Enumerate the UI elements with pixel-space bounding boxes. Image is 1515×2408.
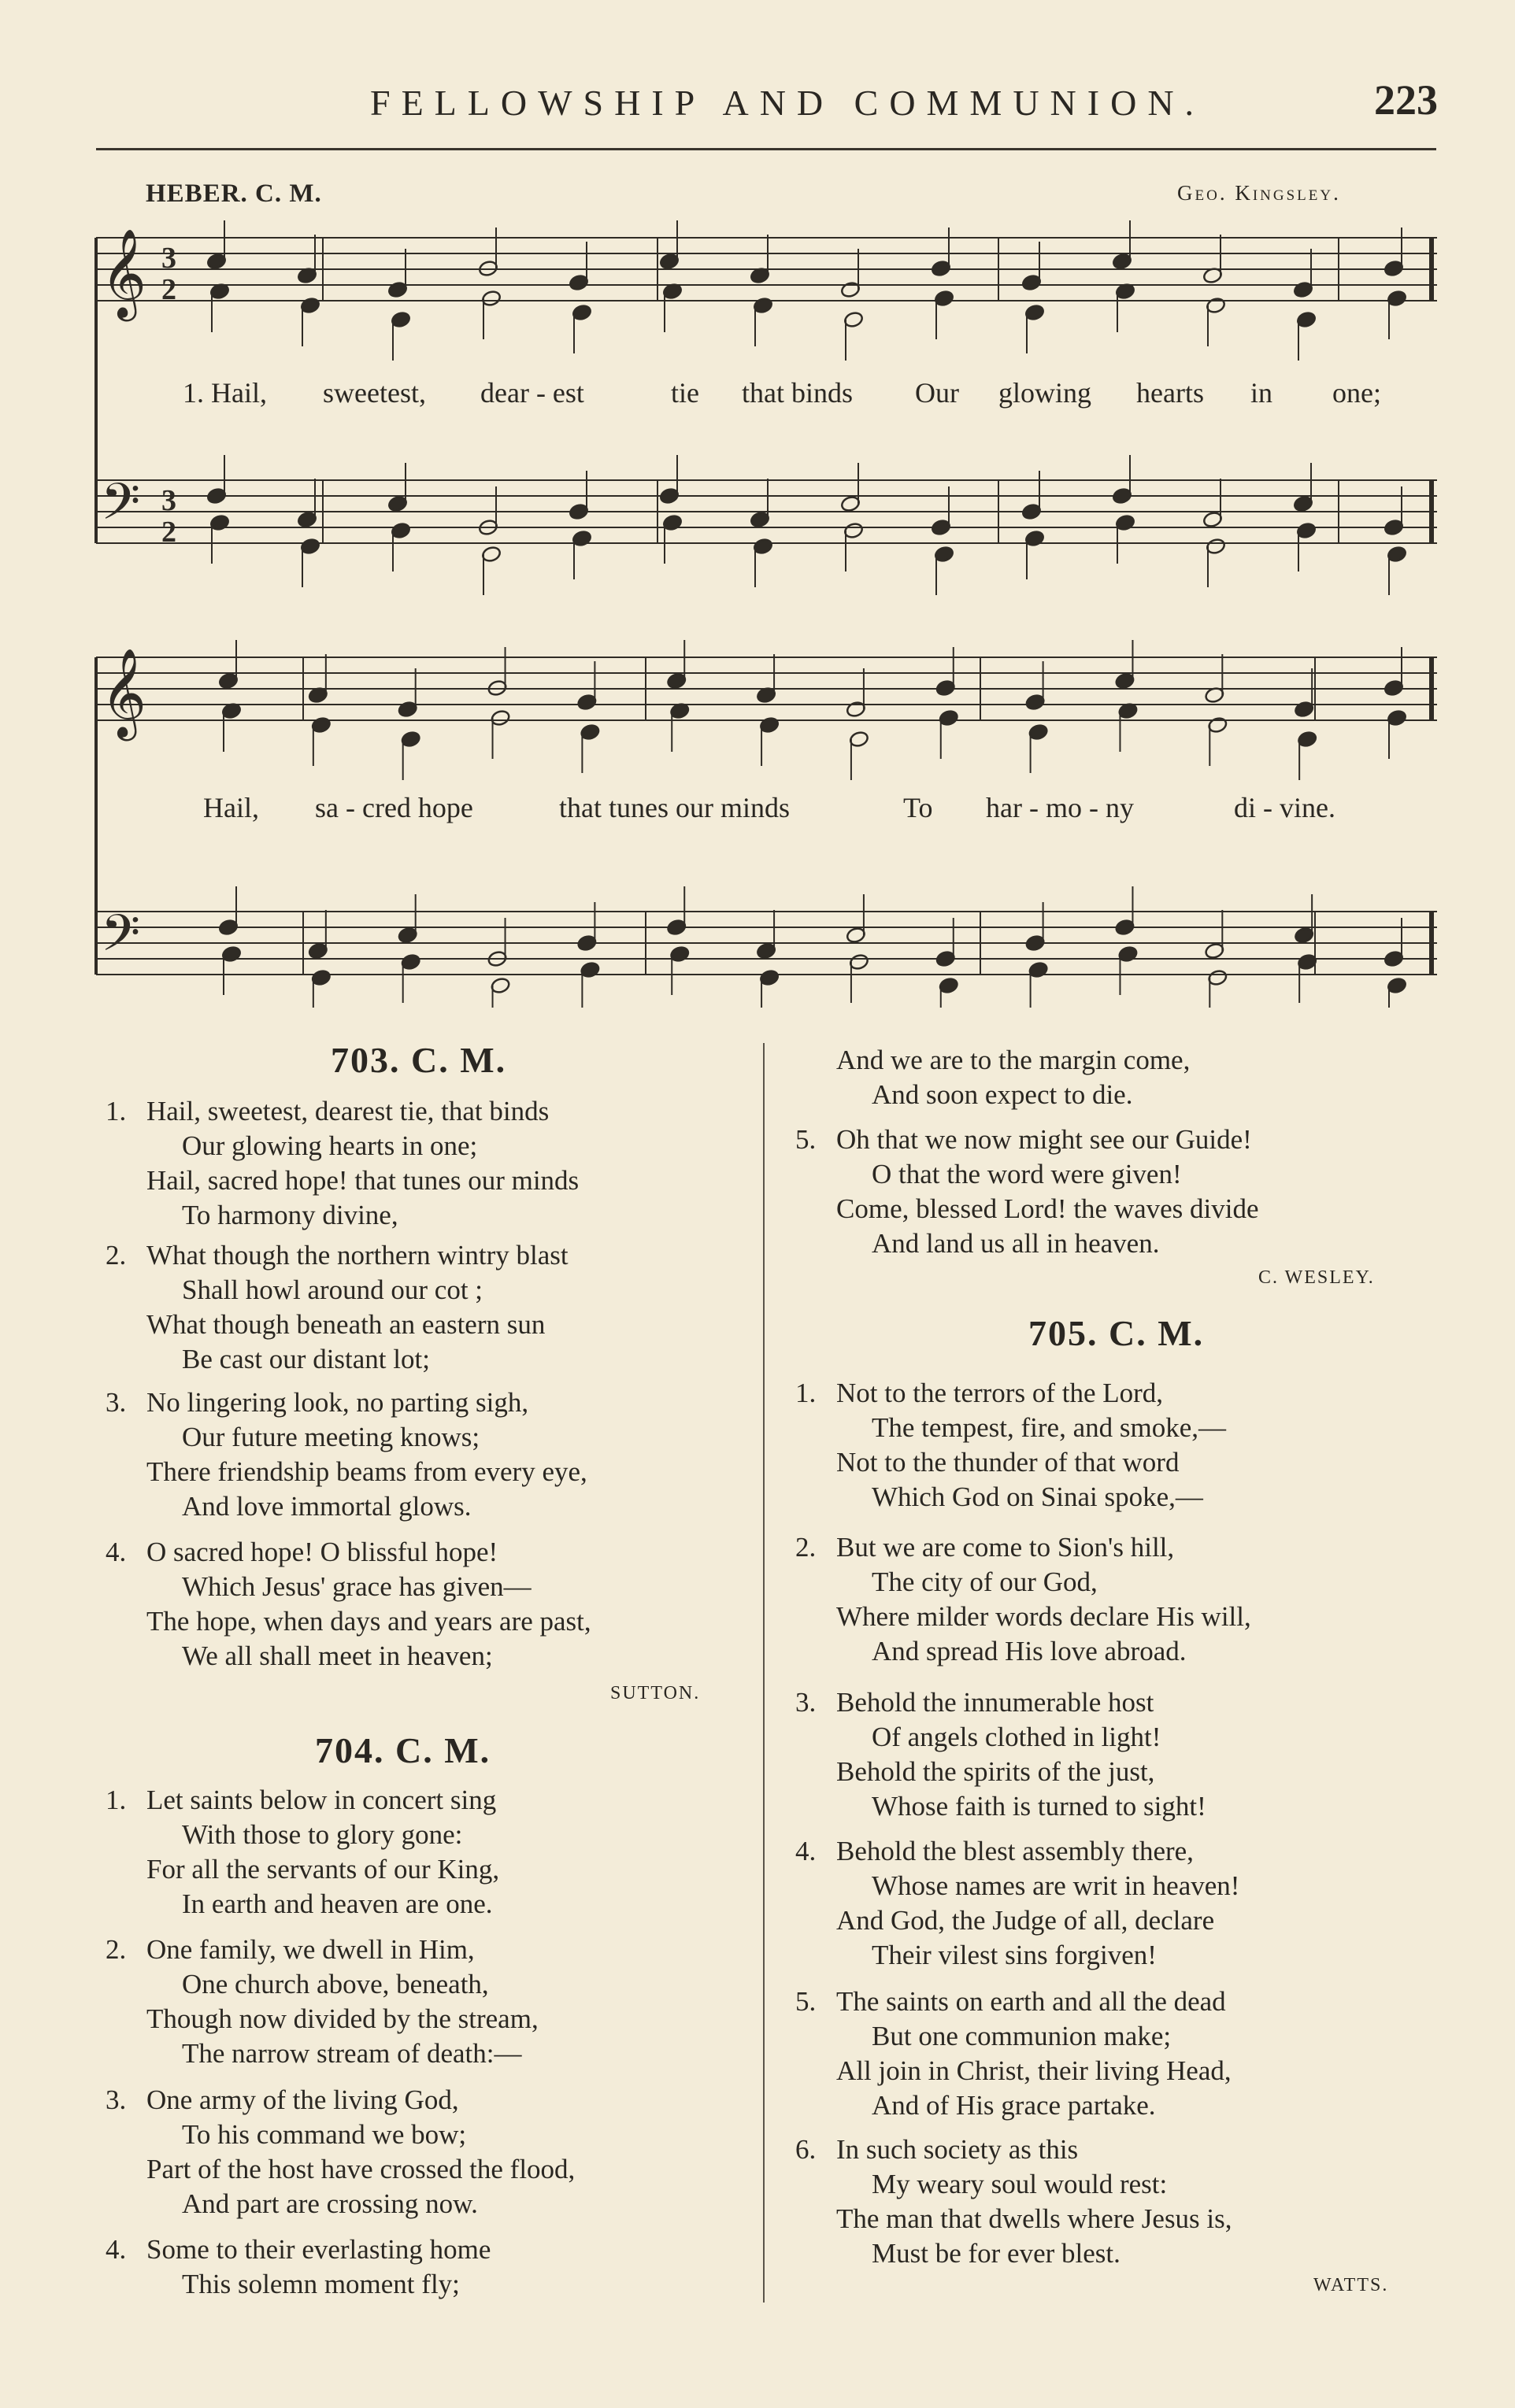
verse-line: Behold the blest assembly there, (836, 1836, 1194, 1866)
verse-line: In earth and heaven are one. (182, 1888, 493, 1919)
verse-line: Some to their everlasting home (146, 2234, 491, 2265)
lyric-line-1-syl-4: that binds (742, 377, 853, 409)
verse-line: And we are to the margin come, (836, 1045, 1191, 1075)
hymn-703-verse-2 (106, 1238, 569, 1377)
lyric-line-2-syl-0: Hail, (203, 792, 259, 823)
lyric-line-2-syl-3: To (903, 792, 933, 823)
hymn-704-verse-1 (106, 1783, 500, 1922)
verse-line: Whose names are writ in heaven! (872, 1870, 1240, 1901)
verse-line: And love immortal glows. (182, 1491, 472, 1522)
verse-number: 2. (795, 1532, 817, 1563)
lyric-line-2-syl-2: that tunes our minds (559, 792, 790, 823)
time-signature-bottom: 2 (161, 516, 176, 549)
verse-line: Hail, sacred hope! that tunes our minds (146, 1165, 580, 1196)
verse-line: Behold the spirits of the just, (836, 1756, 1155, 1787)
verse-line: O that the word were given! (872, 1159, 1182, 1189)
verse-line: And soon expect to die. (872, 1079, 1133, 1110)
verse-line: The city of our God, (872, 1566, 1098, 1597)
hymn-704-verse-3 (106, 2083, 576, 2221)
verse-line: Our future meeting knows; (182, 1422, 480, 1452)
verse-line: Not to the thunder of that word (836, 1447, 1180, 1478)
lyric-line-2-syl-4: har - mo - ny (986, 792, 1134, 823)
hymn-704-author: C. WESLEY. (1258, 1267, 1375, 1288)
verse-line: But we are come to Sion's hill, (836, 1532, 1175, 1563)
verse-line: Which Jesus' grace has given— (182, 1571, 532, 1602)
page-number: 223 (1374, 76, 1438, 124)
hymn-705-verse-4 (795, 1834, 1240, 1973)
lyric-line-2-syl-1: sa - cred hope (315, 792, 473, 823)
lyric-line-1-syl-5: Our (915, 377, 959, 409)
column-divider (763, 1043, 765, 2303)
running-header: FELLOWSHIP AND COMMUNION. (370, 83, 1206, 123)
lyric-line-1-syl-3: tie (671, 377, 699, 409)
tune-name: HEBER. C. M. (146, 179, 322, 208)
treble-clef-icon: 𝄞 (101, 228, 146, 318)
treble-clef-icon: 𝄞 (101, 648, 146, 738)
lyric-line-1-syl-8: in (1250, 377, 1273, 409)
lyric-line-1-syl-9: one; (1332, 377, 1381, 409)
verse-line: Which God on Sinai spoke,— (872, 1481, 1203, 1512)
verse-line: Hail, sweetest, dearest tie, that binds (146, 1096, 550, 1126)
hymn-703-verse-4 (106, 1535, 591, 1674)
hymn-703-author: SUTTON. (610, 1683, 701, 1703)
verse-line: Let saints below in concert sing (146, 1785, 497, 1815)
verse-number: 4. (106, 1537, 127, 1567)
verse-line: And spread His love abroad. (872, 1636, 1187, 1666)
verse-line: And land us all in heaven. (872, 1228, 1160, 1259)
lyric-line-1-syl-1: sweetest, (323, 377, 426, 409)
verse-line: In such society as this (836, 2134, 1079, 2165)
verse-line: To harmony divine, (182, 1200, 398, 1230)
verse-line: The tempest, fire, and smoke,— (872, 1412, 1227, 1443)
hymn-705-verse-1 (795, 1376, 1227, 1515)
verse-line: There friendship beams from every eye, (146, 1456, 587, 1487)
verse-line: Shall howl around our cot ; (182, 1274, 483, 1305)
hymn-705-verse-2 (795, 1530, 1251, 1669)
verse-line: Be cast our distant lot; (182, 1344, 430, 1374)
hymn-704-verse-5 (795, 1123, 1259, 1261)
verse-number: 5. (795, 1986, 817, 2017)
verse-line: What though beneath an eastern sun (146, 1309, 546, 1340)
verse-number: 6. (795, 2134, 817, 2165)
bass-clef-icon: 𝄢 (101, 904, 141, 975)
verse-number: 5. (795, 1124, 817, 1155)
verse-line: The saints on earth and all the dead (836, 1986, 1226, 2017)
hymn-703-verse-1 (106, 1094, 580, 1233)
verse-number: 4. (795, 1836, 817, 1866)
verse-line: Come, blessed Lord! the waves divide (836, 1193, 1259, 1224)
verse-line: And God, the Judge of all, declare (836, 1905, 1215, 1936)
verse-line: One church above, beneath, (182, 1969, 489, 1999)
verse-number: 2. (106, 1934, 127, 1965)
verse-line: For all the servants of our King, (146, 1854, 500, 1885)
verse-line: And part are crossing now. (182, 2188, 478, 2219)
verse-line: The hope, when days and years are past, (146, 1606, 591, 1637)
lyric-line-1-syl-6: glowing (998, 377, 1092, 409)
verse-line: Oh that we now might see our Guide! (836, 1124, 1252, 1155)
bass-clef-icon: 𝄢 (101, 473, 141, 544)
verse-line: One army of the living God, (146, 2084, 459, 2115)
verse-line: To his command we bow; (182, 2119, 467, 2150)
verse-line: All join in Christ, their living Head, (836, 2055, 1232, 2086)
hymn-705-author: WATTS. (1313, 2275, 1389, 2295)
hymn-703-number: 703. C. M. (331, 1040, 507, 1080)
verse-number: 3. (795, 1687, 817, 1718)
hymn-705-verse-3 (795, 1685, 1206, 1824)
hymn-704-verse-4-continued (836, 1043, 1190, 1112)
verse-line: The man that dwells where Jesus is, (836, 2203, 1232, 2234)
verse-line: Our glowing hearts in one; (182, 1130, 478, 1161)
verse-line: Their vilest sins forgiven! (872, 1940, 1157, 1970)
composer: Geo. Kingsley. (1177, 181, 1341, 205)
verse-line: Part of the host have crossed the flood, (146, 2154, 576, 2184)
verse-number: 1. (795, 1378, 817, 1408)
verse-line: And of His grace partake. (872, 2090, 1156, 2121)
time-signature-top: 3 (161, 242, 176, 275)
verse-line: Whose faith is turned to sight! (872, 1791, 1206, 1822)
verse-number: 2. (106, 1240, 127, 1271)
verse-line: No lingering look, no parting sigh, (146, 1387, 529, 1418)
hymn-705-verse-5 (795, 1984, 1232, 2123)
verse-number: 3. (106, 2084, 127, 2115)
verse-line: One family, we dwell in Him, (146, 1934, 475, 1965)
verse-line: Not to the terrors of the Lord, (836, 1378, 1164, 1408)
verse-line: Though now divided by the stream, (146, 2003, 539, 2034)
verse-line: What though the northern wintry blast (146, 1240, 569, 1271)
time-signature-bottom: 2 (161, 273, 176, 306)
hymn-703-verse-3 (106, 1385, 587, 1524)
verse-line: My weary soul would rest: (872, 2169, 1168, 2199)
verse-line: Where milder words declare His will, (836, 1601, 1251, 1632)
verse-line: Of angels clothed in light! (872, 1722, 1161, 1752)
hymn-704-verse-4 (106, 2232, 491, 2302)
verse-line: Must be for ever blest. (872, 2238, 1121, 2269)
lyric-line-1-syl-0: 1. Hail, (183, 377, 267, 409)
verse-line: We all shall meet in heaven; (182, 1640, 493, 1671)
verse-number: 1. (106, 1096, 127, 1126)
verse-number: 1. (106, 1785, 127, 1815)
lyric-line-1-syl-7: hearts (1136, 377, 1204, 409)
lyric-line-1-syl-2: dear - est (480, 377, 584, 409)
music-score (0, 0, 1515, 1008)
verse-line: Behold the innumerable host (836, 1687, 1154, 1718)
verse-line: But one communion make; (872, 2021, 1172, 2051)
verse-number: 4. (106, 2234, 127, 2265)
verse-number: 3. (106, 1387, 127, 1418)
verse-line: The narrow stream of death:— (182, 2038, 522, 2069)
time-signature-top: 3 (161, 484, 176, 517)
hymn-704-verse-2 (106, 1933, 539, 2071)
verse-line: This solemn moment fly; (182, 2269, 460, 2299)
hymn-705-verse-6 (795, 2132, 1232, 2271)
verse-line: O sacred hope! O blissful hope! (146, 1537, 498, 1567)
verse-line: With those to glory gone: (182, 1819, 463, 1850)
hymn-704-number: 704. C. M. (315, 1730, 491, 1770)
hymn-705-number: 705. C. M. (1028, 1313, 1205, 1353)
lyric-line-2-syl-5: di - vine. (1234, 792, 1335, 823)
